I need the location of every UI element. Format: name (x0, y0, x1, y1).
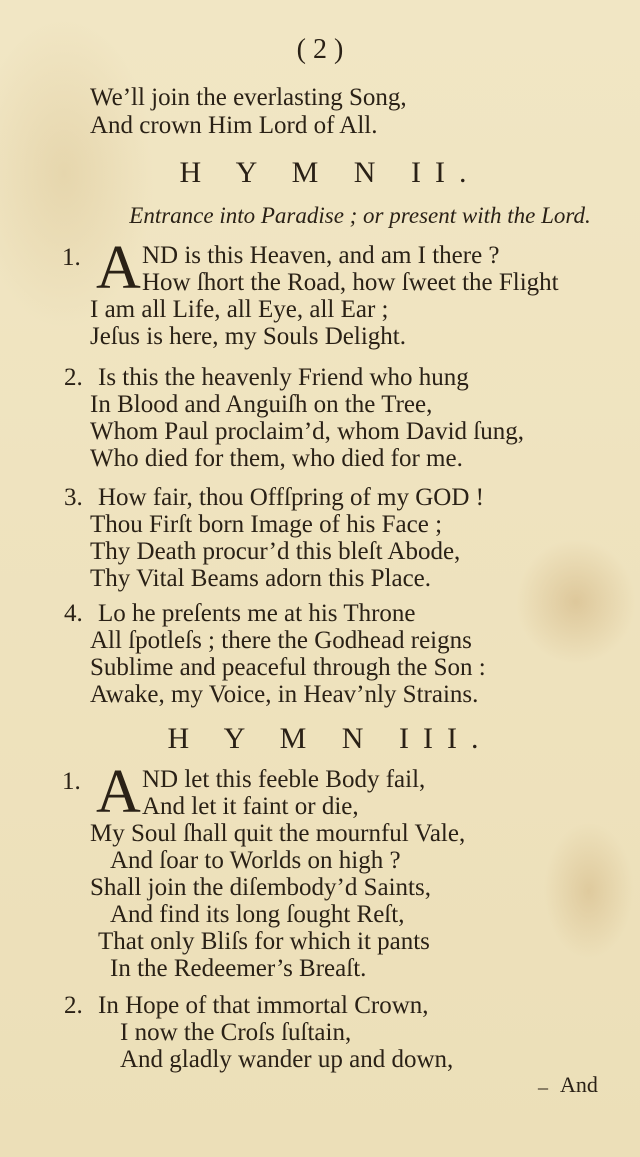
verse-line: ND let this feeble Body fail, (142, 766, 426, 793)
catchword: And (560, 1072, 598, 1097)
verse-line: I now the Croſs ſuſtain, (120, 1019, 352, 1046)
drop-cap: A (96, 758, 141, 826)
verse-line: Who died for them, who died for me. (90, 445, 463, 472)
verse-line: Is this the heavenly Friend who hung (98, 364, 469, 391)
hymn-subtitle: Entrance into Paradise ; or present with the Lord. (129, 203, 591, 228)
verse-line: I am all Life, all Eye, all Ear ; (90, 296, 389, 323)
verse-line: We’ll join the everlasting Song, (90, 84, 407, 111)
stanza-number: 2. (64, 364, 83, 391)
stanza-number: 1. (62, 244, 81, 271)
stanza-number: 3. (64, 484, 83, 511)
stanza-number: 4. (64, 600, 83, 627)
verse-line: Thou Firſt born Image of his Face ; (90, 511, 443, 538)
stanza-number: 2. (64, 992, 83, 1019)
verse-line: All ſpotleſs ; there the Godhead reigns (90, 627, 472, 654)
drop-cap: A (96, 234, 141, 302)
verse-line: In Blood and Anguiſh on the Tree, (90, 391, 433, 418)
verse-line: In the Redeemer’s Breaſt. (110, 955, 367, 982)
verse-line: Awake, my Voice, in Heav’nly Strains. (90, 681, 479, 708)
verse-line: And crown Him Lord of All. (90, 112, 378, 139)
page-number: ( 2 ) (296, 34, 344, 65)
stanza-number: 1. (62, 768, 81, 795)
verse-line: Thy Vital Beams adorn this Place. (90, 565, 432, 592)
hymn-heading: H Y M N II. (179, 156, 481, 189)
verse-line: Shall join the diſembody’d Saints, (90, 874, 431, 901)
verse-line: ND is this Heaven, and am I there ? (142, 242, 500, 269)
verse-line: Lo he preſents me at his Throne (98, 600, 416, 627)
verse-line: My Soul ſhall quit the mournful Vale, (90, 820, 466, 847)
verse-line: That only Bliſs for which it pants (98, 928, 430, 955)
verse-line: In Hope of that immortal Crown, (98, 992, 429, 1019)
verse-line: And find its long ſought Reſt, (110, 901, 405, 928)
verse-line: And let it faint or die, (142, 793, 359, 820)
catchword-rule: _ (538, 1070, 548, 1092)
verse-line: Whom Paul proclaim’d, whom David ſung, (90, 418, 524, 445)
verse-line: Sublime and peaceful through the Son : (90, 654, 486, 681)
verse-line: How ſhort the Road, how ſweet the Flight (142, 269, 559, 296)
hymn-heading: H Y M N III. (167, 722, 493, 755)
verse-line: And gladly wander up and down, (120, 1046, 454, 1073)
verse-line: How fair, thou Offſpring of my GOD ! (98, 484, 484, 511)
verse-line: Jeſus is here, my Souls Delight. (90, 323, 406, 350)
verse-line: And ſoar to Worlds on high ? (110, 847, 401, 874)
verse-line: Thy Death procur’d this bleſt Abode, (90, 538, 461, 565)
